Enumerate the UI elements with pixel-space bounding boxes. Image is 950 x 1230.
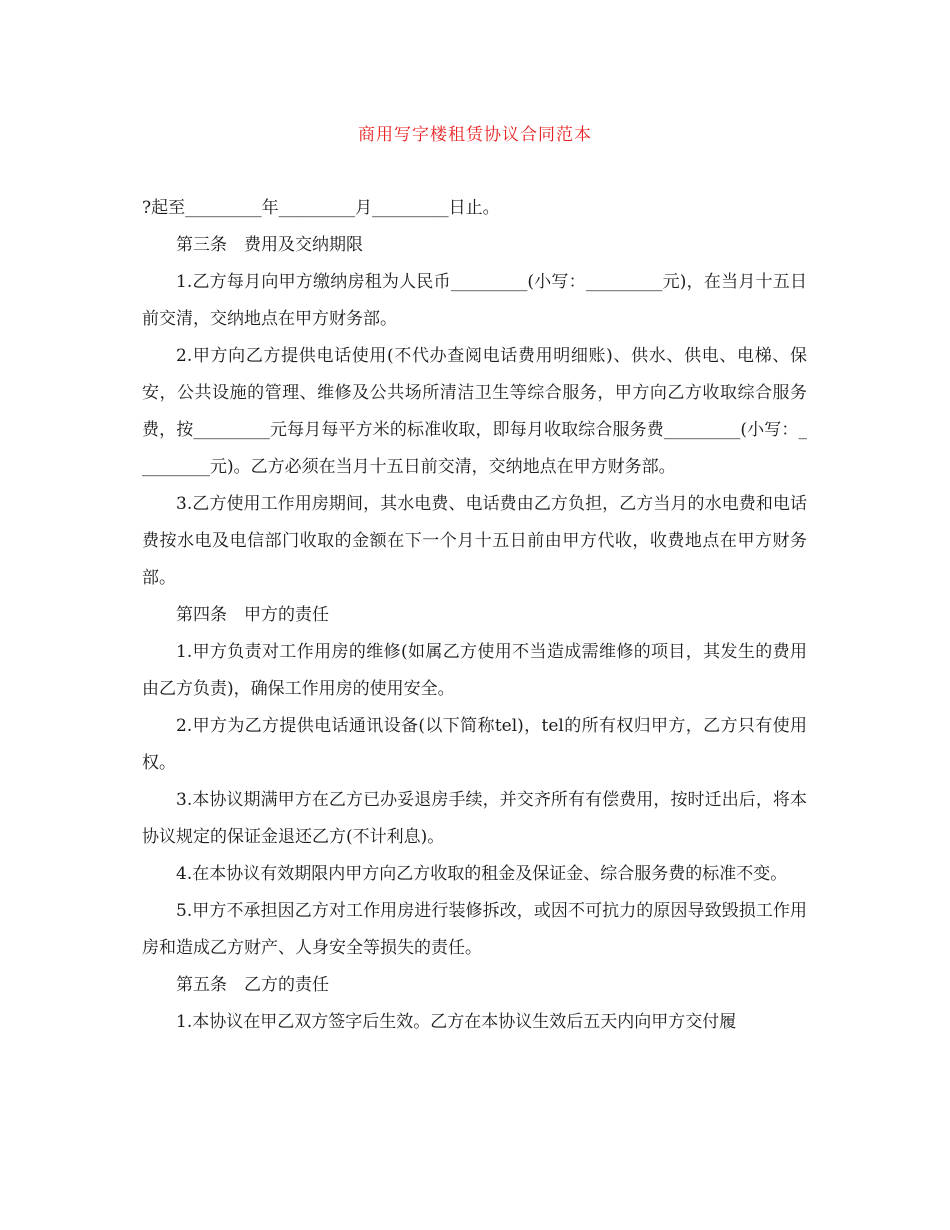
document-paragraph: 2.甲方为乙方提供电话通讯设备(以下简称tel)，tel的所有权归甲方，乙方只有使用权。 [142,716,807,773]
document-title: 商用写字楼租赁协议合同范本 [358,125,592,145]
document-paragraph: 4.在本协议有效期限内甲方向乙方收取的租金及保证金、综合服务费的标准不变。 [176,864,788,884]
document-paragraph: 第三条 费用及交纳期限 [176,235,363,255]
document-paragraph: 第五条 乙方的责任 [176,975,329,995]
document-paragraph: 2.甲方向乙方提供电话使用(不代办查阅电话费用明细账)、供水、供电、电梯、保安，公共设施的管理、维修及公共场所清洁卫生等综合服务，甲方向乙方收取综合服务费，按_________元每月每平方米的标准收取，即每月收取综合服务费_________(小写：_________元)。乙方必须在当月十五日前交清，交纳地点在甲方财务部。 [142,346,807,477]
document-paragraph: 1.本协议在甲乙双方签字后生效。乙方在本协议生效后五天内向甲方交付履 [176,1012,737,1032]
document-paragraph: 1.乙方每月向甲方缴纳房租为人民币_________(小写：_________元)，在当月十五日前交清，交纳地点在甲方财务部。 [142,272,807,329]
document-paragraph: ?起至_________年_________月_________日止。 [142,198,500,218]
document-paragraph: 5.甲方不承担因乙方对工作用房进行装修拆改，或因不可抗力的原因导致毁损工作用房和造成乙方财产、人身安全等损失的责任。 [142,901,807,958]
document-paragraph: 3.乙方使用工作用房期间，其水电费、电话费由乙方负担，乙方当月的水电费和电话费按水电及电信部门收取的金额在下一个月十五日前由甲方代收，收费地点在甲方财务部。 [142,494,807,588]
document-paragraph: 3.本协议期满甲方在乙方已办妥退房手续，并交齐所有有偿费用，按时迁出后，将本协议规定的保证金退还乙方(不计利息)。 [142,790,807,847]
document-paragraph: 第四条 甲方的责任 [176,605,329,625]
document-paragraph: 1.甲方负责对工作用房的维修(如属乙方使用不当造成需维修的项目，其发生的费用由乙方负责)，确保工作用房的使用安全。 [142,642,807,699]
document-body [142,190,807,1041]
